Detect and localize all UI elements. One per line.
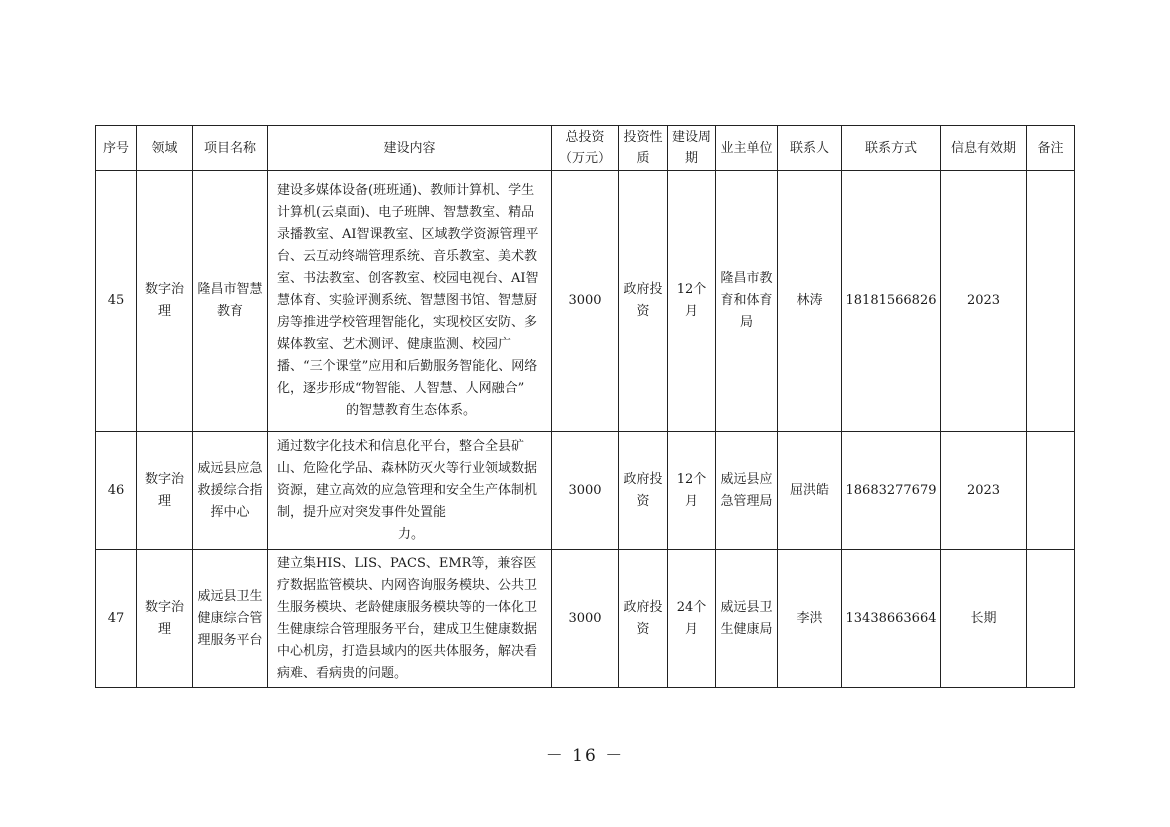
header-investment-type: 投资性质 (619, 126, 668, 171)
header-remarks: 备注 (1027, 126, 1075, 171)
cell-seq: 47 (96, 550, 137, 688)
page-number: － 16 － (545, 746, 625, 766)
cell-investment-type: 政府投资 (619, 550, 668, 688)
cell-investment-type: 政府投资 (619, 432, 668, 550)
header-validity: 信息有效期 (941, 126, 1027, 171)
cell-domain: 数字治理 (137, 550, 193, 688)
cell-content (268, 432, 552, 550)
table-row (96, 171, 1075, 432)
table-row (96, 550, 1075, 688)
header-period: 建设周期 (668, 126, 716, 171)
content-last-line: 力。 (397, 526, 424, 542)
cell-contact-person: 屈洪皓 (778, 432, 842, 550)
cell-seq: 46 (96, 432, 137, 550)
header-row (96, 126, 1075, 171)
cell-validity: 2023 (941, 171, 1027, 432)
cell-contact-info: 18181566826 (842, 171, 941, 432)
cell-contact-info: 13438663664 (842, 550, 941, 688)
cell-total-investment: 3000 (552, 432, 619, 550)
cell-contact-person: 林涛 (778, 171, 842, 432)
cell-project-name: 威远县应急救援综合指挥中心 (193, 432, 268, 550)
cell-investment-type: 政府投资 (619, 171, 668, 432)
header-seq: 序号 (96, 126, 137, 171)
cell-period: 24个月 (668, 550, 716, 688)
cell-validity: 2023 (941, 432, 1027, 550)
cell-content (268, 550, 552, 688)
cell-contact-person: 李洪 (778, 550, 842, 688)
header-content: 建设内容 (268, 126, 552, 171)
content-text: 建立集HIS、LIS、PACS、EMR等，兼容医疗数据监管模块、内网咨询服务模块、公共卫生服务模块、老龄健康服务模块等的一体化卫生健康综合管理服务平台，建成卫生健康数据中心机房，打造县域内的医共体服务，解决看病难、看病贵的问题。 (277, 555, 538, 681)
header-owner: 业主单位 (716, 126, 778, 171)
cell-total-investment: 3000 (552, 550, 619, 688)
cell-owner: 威远县应急管理局 (716, 432, 778, 550)
header-project-name: 项目名称 (193, 126, 268, 171)
cell-content (268, 171, 552, 432)
header-contact-person: 联系人 (778, 126, 842, 171)
header-domain: 领域 (137, 126, 193, 171)
cell-seq: 45 (96, 171, 137, 432)
cell-contact-info: 18683277679 (842, 432, 941, 550)
cell-domain: 数字治理 (137, 171, 193, 432)
cell-period: 12个月 (668, 171, 716, 432)
project-table (95, 125, 1075, 688)
cell-owner: 隆昌市教育和体育局 (716, 171, 778, 432)
table-row (96, 432, 1075, 550)
cell-total-investment: 3000 (552, 171, 619, 432)
content-text: 通过数字化技术和信息化平台，整合全县矿山、危险化学品、森林防灭火等行业领域数据资源，建立高效的应急管理和安全生产体制机制，提升应对突发事件处置能 (277, 438, 538, 520)
cell-remarks (1027, 171, 1075, 432)
header-total-investment: 总投资（万元） (552, 126, 619, 171)
cell-period: 12个月 (668, 432, 716, 550)
cell-remarks (1027, 432, 1075, 550)
cell-remarks (1027, 550, 1075, 688)
cell-owner: 威远县卫生健康局 (716, 550, 778, 688)
cell-validity: 长期 (941, 550, 1027, 688)
cell-domain: 数字治理 (137, 432, 193, 550)
cell-project-name: 隆昌市智慧教育 (193, 171, 268, 432)
header-contact-info: 联系方式 (842, 126, 941, 171)
content-last-line: 的智慧教育生态体系。 (345, 403, 476, 418)
content-text: 建设多媒体设备(班班通)、教师计算机、学生计算机(云桌面)、电子班牌、智慧教室、精品录播教室、AI智课教室、区域教学资源管理平台、云互动终端管理系统、音乐教室、美术教室、书法教室、创客教室、校园电视台、AI智慧体育、实验评测系统、智慧图书馆、智慧厨房等推进学校管理智能化，实现校区安防、多媒体教室、艺术测评、健康监测、校园广播、“三个课堂”应用和后勤服务智能化、网络化，逐步形成“物智能、人智慧、人网融合” (277, 183, 539, 396)
cell-project-name: 威远县卫生健康综合管理服务平台 (193, 550, 268, 688)
